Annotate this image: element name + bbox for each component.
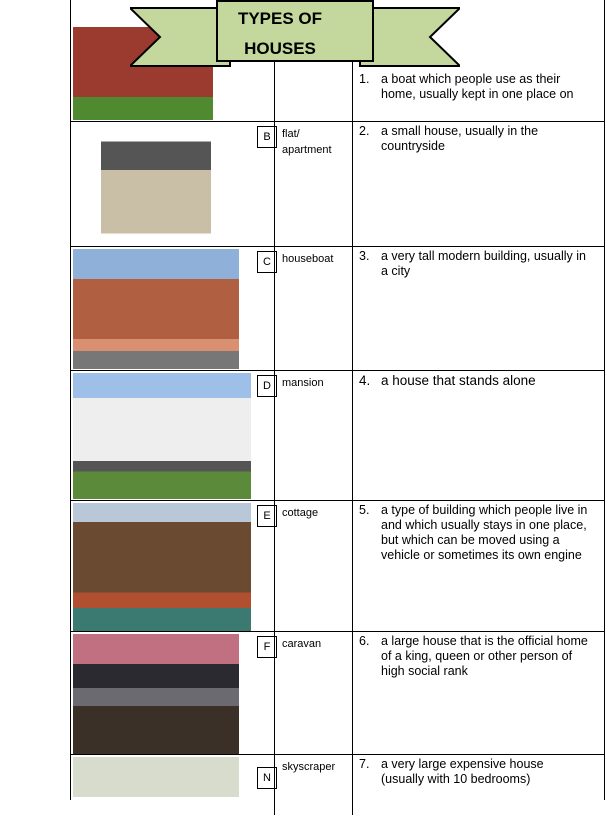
table-row xyxy=(71,632,604,755)
table-row xyxy=(71,501,604,632)
word: cottage xyxy=(282,507,319,519)
definition xyxy=(359,249,589,279)
definition xyxy=(359,72,589,102)
definition-text: a very large expensive house (usually with 10 bedrooms) xyxy=(381,757,544,786)
definition-number: 6. xyxy=(359,634,370,648)
definition xyxy=(359,503,589,563)
answer-box[interactable]: B xyxy=(257,126,277,148)
terraced-houses-image xyxy=(73,249,239,369)
table-row xyxy=(71,247,604,371)
definition xyxy=(359,373,589,388)
page-title xyxy=(215,4,345,64)
answer-box[interactable]: N xyxy=(257,767,277,789)
definition-number: 4. xyxy=(359,373,371,388)
word: houseboat xyxy=(282,253,334,265)
definition-text: a boat which people use as their home, usually kept in one place on xyxy=(381,72,574,101)
definition-number: 2. xyxy=(359,124,370,138)
definition-text: a very tall modern building, usually in a city xyxy=(381,249,586,278)
title-line: HOUSES xyxy=(244,39,316,58)
word: skyscraper xyxy=(282,761,336,773)
title-line: TYPES OF xyxy=(237,9,323,28)
table-row xyxy=(71,371,604,501)
definition-number: 7. xyxy=(359,757,370,771)
definition-text: a large house that is the official home of a king, queen or other person of high social rank xyxy=(381,634,588,678)
answer-box[interactable]: C xyxy=(257,251,277,273)
answer-box[interactable]: D xyxy=(257,375,277,397)
vocabulary-table xyxy=(70,0,605,800)
definition xyxy=(359,757,589,787)
table-row xyxy=(71,755,604,815)
definition-text: a house that stands alone xyxy=(381,373,536,388)
word: mansion xyxy=(282,377,324,389)
table-row xyxy=(71,122,604,247)
definition xyxy=(359,634,589,679)
definition-number: 5. xyxy=(359,503,370,517)
definition-number: 1. xyxy=(359,72,370,86)
answer-box[interactable]: E xyxy=(257,505,277,527)
word: flat/ apartment xyxy=(282,128,332,156)
houseboat-image xyxy=(73,503,251,631)
definition xyxy=(359,124,589,154)
cottage-image xyxy=(101,124,211,239)
word: caravan xyxy=(282,638,322,650)
definition-number: 3. xyxy=(359,249,370,263)
caravan-image xyxy=(73,373,251,499)
answer-box[interactable]: F xyxy=(257,636,277,658)
skyscraper-image xyxy=(73,757,239,797)
definition-text: a small house, usually in the countryside xyxy=(381,124,539,153)
tent-image xyxy=(73,634,239,754)
definition-text: a type of building which people live in and which usually stays in one place, but which can be moved using a vehicle or sometimes its own engine xyxy=(381,503,588,562)
